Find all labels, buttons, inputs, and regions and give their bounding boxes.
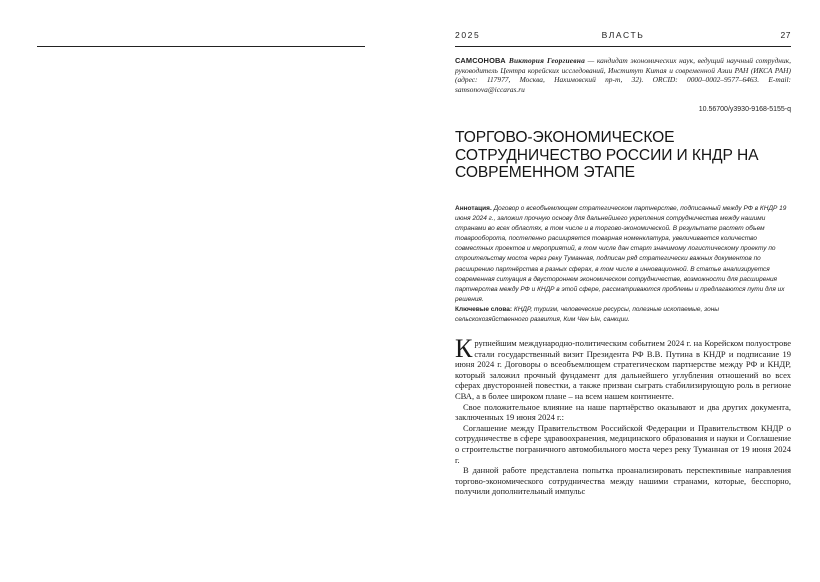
abstract (455, 204, 791, 305)
keywords-text: КНДР, туризм, человеческие ресурсы, полезные ископаемые, зоны сельскохозяйственного развития, Ким Чен Ын, санкции. (455, 305, 720, 324)
body-paragraph-3: Соглашение между Правительством Российской Федерации и Правительством КНДР о сотрудничестве в сфере здравоохранения, медицинского образования и науки и Соглашение о строительстве пограничного автомобильного моста через реку Туманная от 19 июня 2024 г. (455, 422, 791, 465)
body-paragraph-4: В данной работе представлена попытка проанализировать перспективные направления торгово-экономического сотрудничества между нашими странами, которые, бесспорно, получили дополнительный импульс (455, 465, 791, 497)
author-name (455, 56, 585, 65)
body-paragraph-1-text: рупнейшим международно-политическим событием 2024 г. на Корейском полуострове стали государственный визит Президента РФ В.В. Путина в КНДР и подписание 19 июня 2024 г. Договоры о всеобъемлющем стратегическом партнерстве между РФ и КНДР, который заложил прочный фундамент для дальнейшего углубления отношений во всех сферах двусторонней повестки, а также призван сыграть стабилизирующую роль в регионе СВА, а в более широком плане – на всем нашем континенте. (455, 338, 791, 402)
abstract-text: Договор о всеобъемлющем стратегическом партнерстве, подписанный между РФ в КНДР 19 июня 2024 г., заложил прочную основу для дальнейшего укрепления сотрудничества между нашими странами во всех областях, в том числе и в торгово-экономической. В результате растет объем товарооборота, постепенно расширяется товарная номенклатура, увеличивается количество совместных проектов и мероприятий, в том числе дан старт значимому логистическому проекту по строительству моста через реку Туманная, подписан ряд стратегически важных документов по расширению партнёрства в разных сферах, в том числе в инновационной. В статье анализируется современная ситуация в двустороннем экономическом сотрудничестве, возможности для расширения партнерства между РФ и КНДР в этой сфере, рассматриваются проблемы и предлагаются пути для их решения. (455, 204, 787, 303)
author-block (455, 56, 791, 94)
abstract-block (455, 204, 791, 325)
header-rule (455, 46, 791, 47)
abstract-label: Аннотация. (455, 204, 492, 212)
header-year: 2025 (455, 30, 481, 40)
running-header (455, 30, 791, 43)
author-given-names: Виктория Георгиевна (508, 56, 585, 65)
body-paragraph-2: Свое положительное влияние на наше партнёрство оказывают и два других документа, заключенных 19 июня 2024 г.: (455, 401, 791, 423)
keywords (455, 305, 791, 325)
body-paragraph-1 (455, 334, 791, 402)
author-surname: САМСОНОВА (455, 56, 506, 65)
left-page-rule (37, 46, 365, 47)
article-body (455, 334, 791, 497)
doi[interactable]: 10.56700/y3930-9168-5155-q (698, 106, 791, 114)
keywords-label: Ключевые слова: (455, 305, 513, 313)
drop-cap: К (455, 334, 473, 364)
author-bio: — кандидат экономических наук, ведущий научный сотрудник, руководитель Центра корейских исследований, Институт Китая и современной Азии РАН (ИКСА РАН) (адрес: 117977, Москва, Нахимовский пр-т, 32). ORCID: 0000–0002–9577–6463. E-mail: samsonova@iccaras.ru (455, 56, 791, 94)
header-journal: ВЛАСТЬ (601, 30, 645, 40)
header-page-number: 27 (780, 30, 791, 40)
article-page (455, 30, 791, 497)
article-title: ТОРГОВО-ЭКОНОМИЧЕСКОЕ СОТРУДНИЧЕСТВО РОССИИ И КНДР НА СОВРЕМЕННОМ ЭТАПЕ (455, 129, 759, 181)
